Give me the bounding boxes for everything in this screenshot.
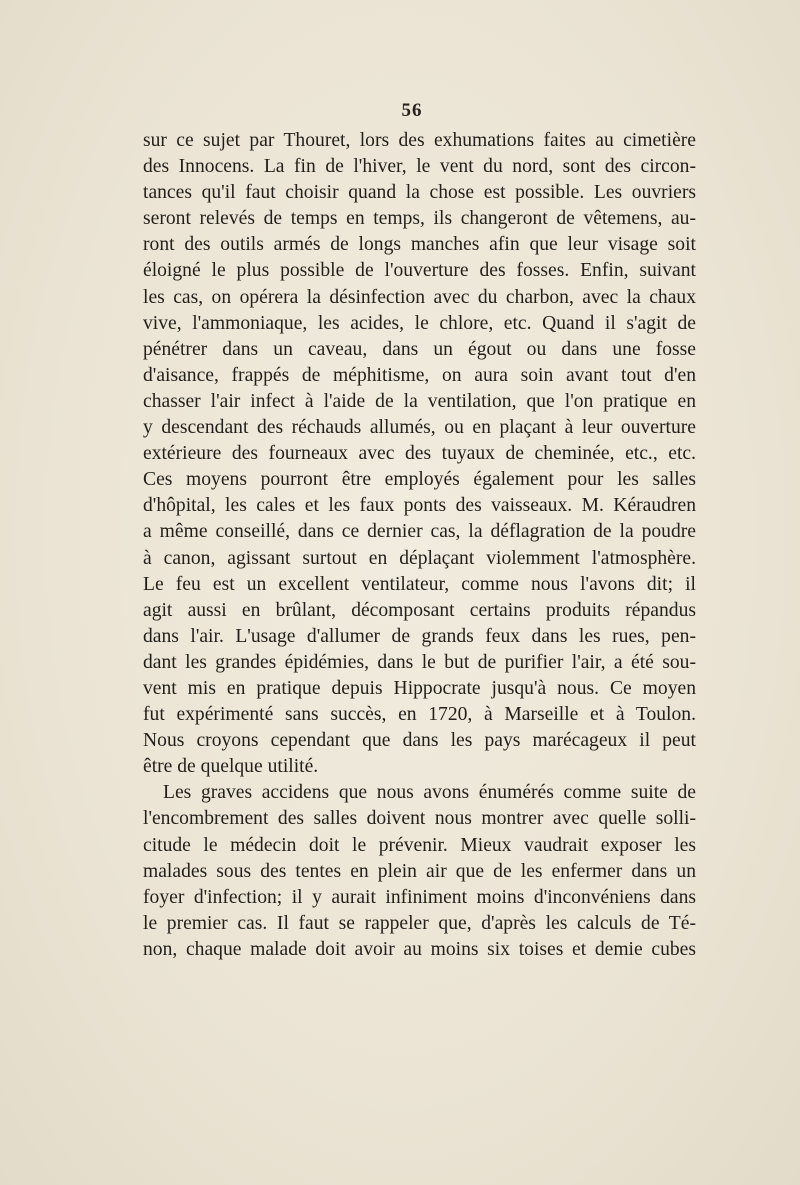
text-line: extérieure des fourneaux avec des tuyaux de cheminée, etc., etc. [143,443,696,465]
text-line: Le feu est un excellent ventilateur, comme nous l'avons dit; il [143,573,696,595]
text-line: sur ce sujet par Thouret, lors des exhumations faites au cimetière [143,130,696,151]
text-line: y descendant des réchauds allumés, ou en plaçant à leur ouverture [143,417,696,439]
text-line: vive, l'ammoniaque, les acides, le chlore, etc. Quand il s'agit de [143,312,696,334]
text-line: non, chaque malade doit avoir au moins six toises et demie cubes [143,938,696,960]
body-text [143,128,696,963]
text-line: foyer d'infection; il y aurait infiniment moins d'inconvéniens dans [143,886,696,908]
text-line: malades sous des tentes en plein air que de les enfermer dans un [143,860,696,882]
text-line: l'encombrement des salles doivent nous montrer avec quelle solli- [143,808,696,830]
text-line: d'hôpital, les cales et les faux ponts des vaisseaux. M. Kéraudren [143,495,696,517]
page-number: 56 [401,100,423,121]
text-line: citude le médecin doit le prévenir. Mieux vaudrait exposer les [143,834,696,856]
text-line: vent mis en pratique depuis Hippocrate jusqu'à nous. Ce moyen [143,677,696,699]
text-line: tances qu'il faut choisir quand la chose est possible. Les ouvriers [143,182,696,204]
text-line: dans l'air. L'usage d'allumer de grands feux dans les rues, pen- [143,625,696,647]
text-line: le premier cas. Il faut se rappeler que, d'après les calculs de Té- [143,912,696,934]
text-line: d'aisance, frappés de méphitisme, on aura soin avant tout d'en [143,364,696,386]
text-line: Ces moyens pourront être employés également pour les salles [143,469,696,491]
text-line: ront des outils armés de longs manches afin que leur visage soit [143,234,696,256]
text-line: être de quelque utilité. [143,756,319,778]
text-line: éloigné le plus possible de l'ouverture des fosses. Enfin, suivant [143,260,696,282]
text-line: à canon, agissant surtout en déplaçant violemment l'atmosphère. [143,547,696,569]
text-line: chasser l'air infect à l'aide de la ventilation, que l'on pratique en [143,390,696,412]
text-line: fut expérimenté sans succès, en 1720, à Marseille et à Toulon. [143,704,696,726]
text-line: des Innocens. La fin de l'hiver, le vent du nord, sont des circon- [143,156,696,178]
text-line: pénétrer dans un caveau, dans un égout ou dans une fosse [143,338,696,360]
text-line: agit aussi en brûlant, décomposant certains produits répandus [143,599,696,621]
text-line: Les graves accidens que nous avons énumérés comme suite de [163,782,696,804]
text-line: seront relevés de temps en temps, ils changeront de vêtemens, au- [143,208,696,230]
text-line: dant les grandes épidémies, dans le but de purifier l'air, a été sou- [143,651,696,673]
text-line: a même conseillé, dans ce dernier cas, la déflagration de la poudre [143,521,696,543]
text-line: Nous croyons cependant que dans les pays marécageux il peut [143,730,696,752]
text-line: les cas, on opérera la désinfection avec du charbon, avec la chaux [143,286,696,308]
